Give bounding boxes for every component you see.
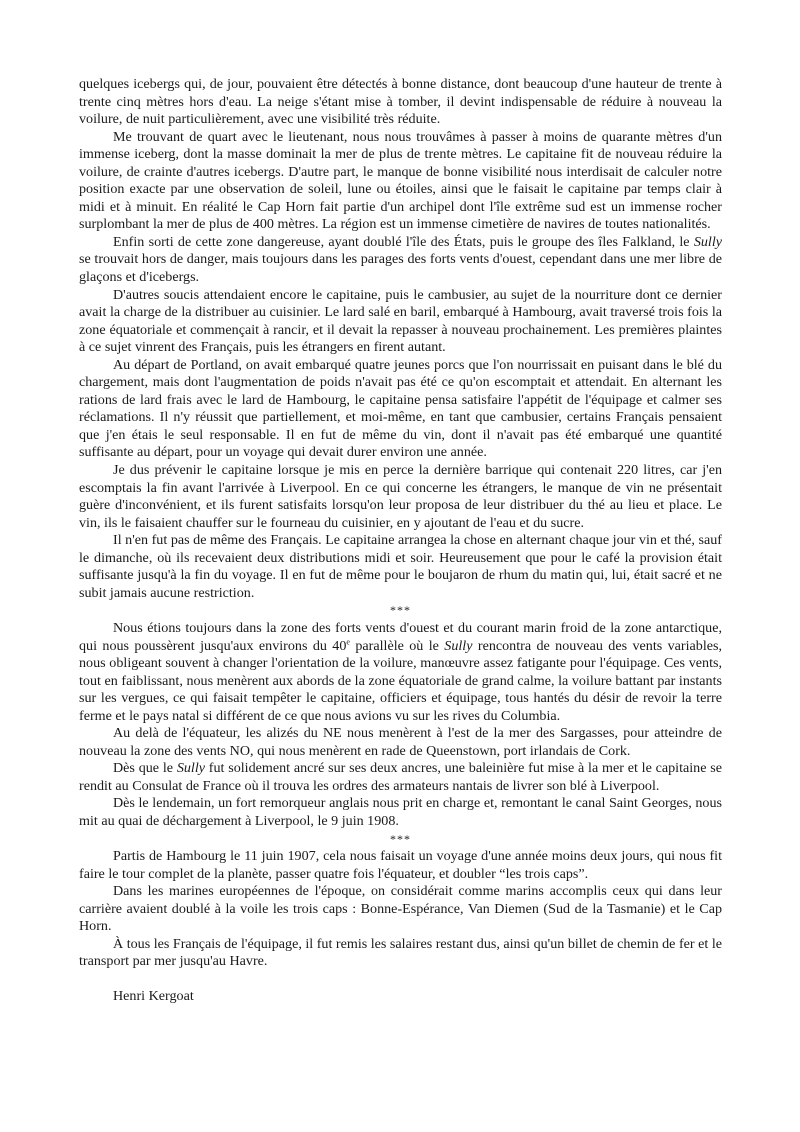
text-segment: Nous étions toujours dans la zone des forts vents d'ouest et du courant marin froid de la zone antarctique, qui nous poussèrent jusqu'aux environs du 40 — [79, 619, 722, 654]
paragraph-three-capes: Dans les marines européennes de l'époque, on considérait comme marins accomplis ceux qui dans leur carrière avaient doublé à la voile les trois caps : Bonne-Espérance, Van Diemen (Sud de la Tasmanie) et le Cap Horn. — [79, 883, 722, 935]
paragraph-leaving-danger-zone — [79, 234, 722, 287]
paragraph-queenstown-anchorage — [79, 760, 722, 795]
paragraph-liverpool-arrival: Dès le lendemain, un fort remorqueur anglais nous prit en charge et, remontant le canal Saint Georges, nous mit au quai de déchargement à Liverpool, le 9 juin 1908. — [79, 795, 722, 829]
paragraph-voyage-summary: Partis de Hambourg le 11 juin 1907, cela nous faisait un voyage d'une année moins deux jours, qui nous fit faire le tour complet de la planète, passer quatre fois l'équateur, et doubler “les trois caps”. — [79, 848, 722, 882]
ordinal-superscript: e — [346, 636, 350, 646]
ship-name: Sully — [444, 637, 473, 654]
ship-name: Sully — [693, 233, 722, 250]
text-segment: fut solidement ancré sur ses deux ancres, une baleinière fut mise à la mer et le capitaine se rendit au Consulat de France où il trouva les ordres des armateurs nantais de livrer son blé à Liverpool. — [79, 760, 722, 794]
paragraph-wine-barrel: Je dus prévenir le capitaine lorsque je mis en perce la dernière barrique qui contenait 220 litres, car j'en escomptais la fin avant l'arrivée à Liverpool. En ce qui concerne les étrangers, le manque de vin ne présentait guère d'inconvénient, et ils furent satisfaits lorsqu'on leur proposa de leur distribuer du thé au lieu et place. Le vin, ils le faisaient chauffer sur le fourneau du cuisinier, en y ajoutant de l'eau et du sucre. — [79, 462, 722, 531]
text-segment: Enfin sorti de cette zone dangereuse, ayant doublé l'île des États, puis le groupe des îles Falkland, le — [113, 233, 694, 250]
paragraph-wages-paid: À tous les Français de l'équipage, il fut remis les salaires restant dus, ainsi qu'un billet de chemin de fer et le transport par mer jusqu'au Havre. — [79, 935, 722, 970]
text-segment: parallèle où le — [349, 637, 445, 654]
text-segment: Dès que le — [113, 760, 177, 777]
paragraph-iceberg-watch: Me trouvant de quart avec le lieutenant, nous nous trouvâmes à passer à moins de quarante mètres d'un immense iceberg, dont la masse dominait la mer de plus de trente mètres. Le capitaine fit de nouveau réduire la voilure, de crainte d'autres icebergs. D'autre part, le manque de bonne visibilité nous interdisait de calculer notre position exacte par une observation de soleil, lune ou étoiles, ainsi que le faisait le capitaine par temps clair à midi et à minuit. En réalité le Cap Horn fait partie d'un archipel dont l'île extrême sud est un immense rocher surplombant la mer de plus de 400 mètres. La région est un immense cimetière de navires de toutes nationalités. — [79, 128, 722, 233]
ship-name: Sully — [176, 760, 205, 777]
text-segment: rencontra de nouveau des vents variables, nous obligeant souvent à changer l'orientation de la voilure, manœuvre assez fatigante pour l'équipage. Ces vents, tout en faiblissant, nous menèrent aux abords de la zone équatoriale de grand calme, la voilure battant par instants sur les vergues, ce qui faisait tempêter le capitaine, officiers et équipage, tous hantés du désir de revoir la terre ferme et le pays natal si différent de ce que nous avions vu sur les rives du Columbia. — [79, 637, 722, 724]
section-separator: *** — [390, 831, 411, 846]
paragraph-icebergs: quelques icebergs qui, de jour, pouvaient être détectés à bonne distance, dont beaucoup d'une hauteur de trente à trente cinq mètres hors d'eau. La neige s'étant mise à tomber, il devint indispensable de réduire à nouveau la voilure, de nuit particulièrement, avec une visibilité très réduite. — [79, 76, 722, 128]
paragraph-trade-winds: Au delà de l'équateur, les alizés du NE nous menèrent à l'est de la mer des Sargasses, pour atteindre de nouveau la zone des vents NO, qui nous menèrent en rade de Queenstown, port irlandais de Cork. — [79, 725, 722, 759]
paragraph-food-worries: D'autres soucis attendaient encore le capitaine, puis le cambusier, au sujet de la nourriture dont ce dernier avait la charge de la distribuer au cuisinier. Le lard salé en baril, embarqué à Hambourg, avait traversé trois fois la zone équatoriale et commençait à rancir, et il devait la repasser à nouveau prochainement. Les premières plaintes à ce sujet vinrent des Français, puis les étrangers en firent autant. — [79, 286, 722, 356]
paragraph-westerly-winds — [79, 620, 722, 725]
text-segment: se trouvait hors de danger, mais toujours dans les parages des forts vents d'ouest, cependant dans une mer libre de glaçons et d'icebergs. — [79, 251, 722, 286]
section-separator: *** — [390, 603, 411, 618]
paragraph-portland-pigs: Au départ de Portland, on avait embarqué quatre jeunes porcs que l'on nourrissait en puisant dans le blé du chargement, mais dont l'augmentation de poids n'avait pas été ce qu'on escomptait et attendait. En alternant les rations de lard frais avec le lard de Hambourg, le capitaine pensa satisfaire l'appétit de l'équipage et calmer ses réclamations. Il n'y réussit que partiellement, et moi-même, en tant que cambusier, certains Français pensaient que j'en étais le seul responsable. Il en fut de même du vin, dont il n'avait pas été embarqué une quantité suffisante au départ, pour un voyage qui devait durer environ une année. — [79, 356, 722, 461]
paragraph-wine-and-tea: Il n'en fut pas de même des Français. Le capitaine arrangea la chose en alternant chaque jour vin et thé, sauf le dimanche, où ils recevaient deux distributions midi et soir. Heureusement que pour le café la provision était suffisante jusqu'à la fin du voyage. Il en fut de même pour le boujaron de rhum du matin qui, lui, était sacré et ne subit jamais aucune restriction. — [79, 532, 722, 601]
author-signature: Henri Kergoat — [113, 987, 194, 1004]
